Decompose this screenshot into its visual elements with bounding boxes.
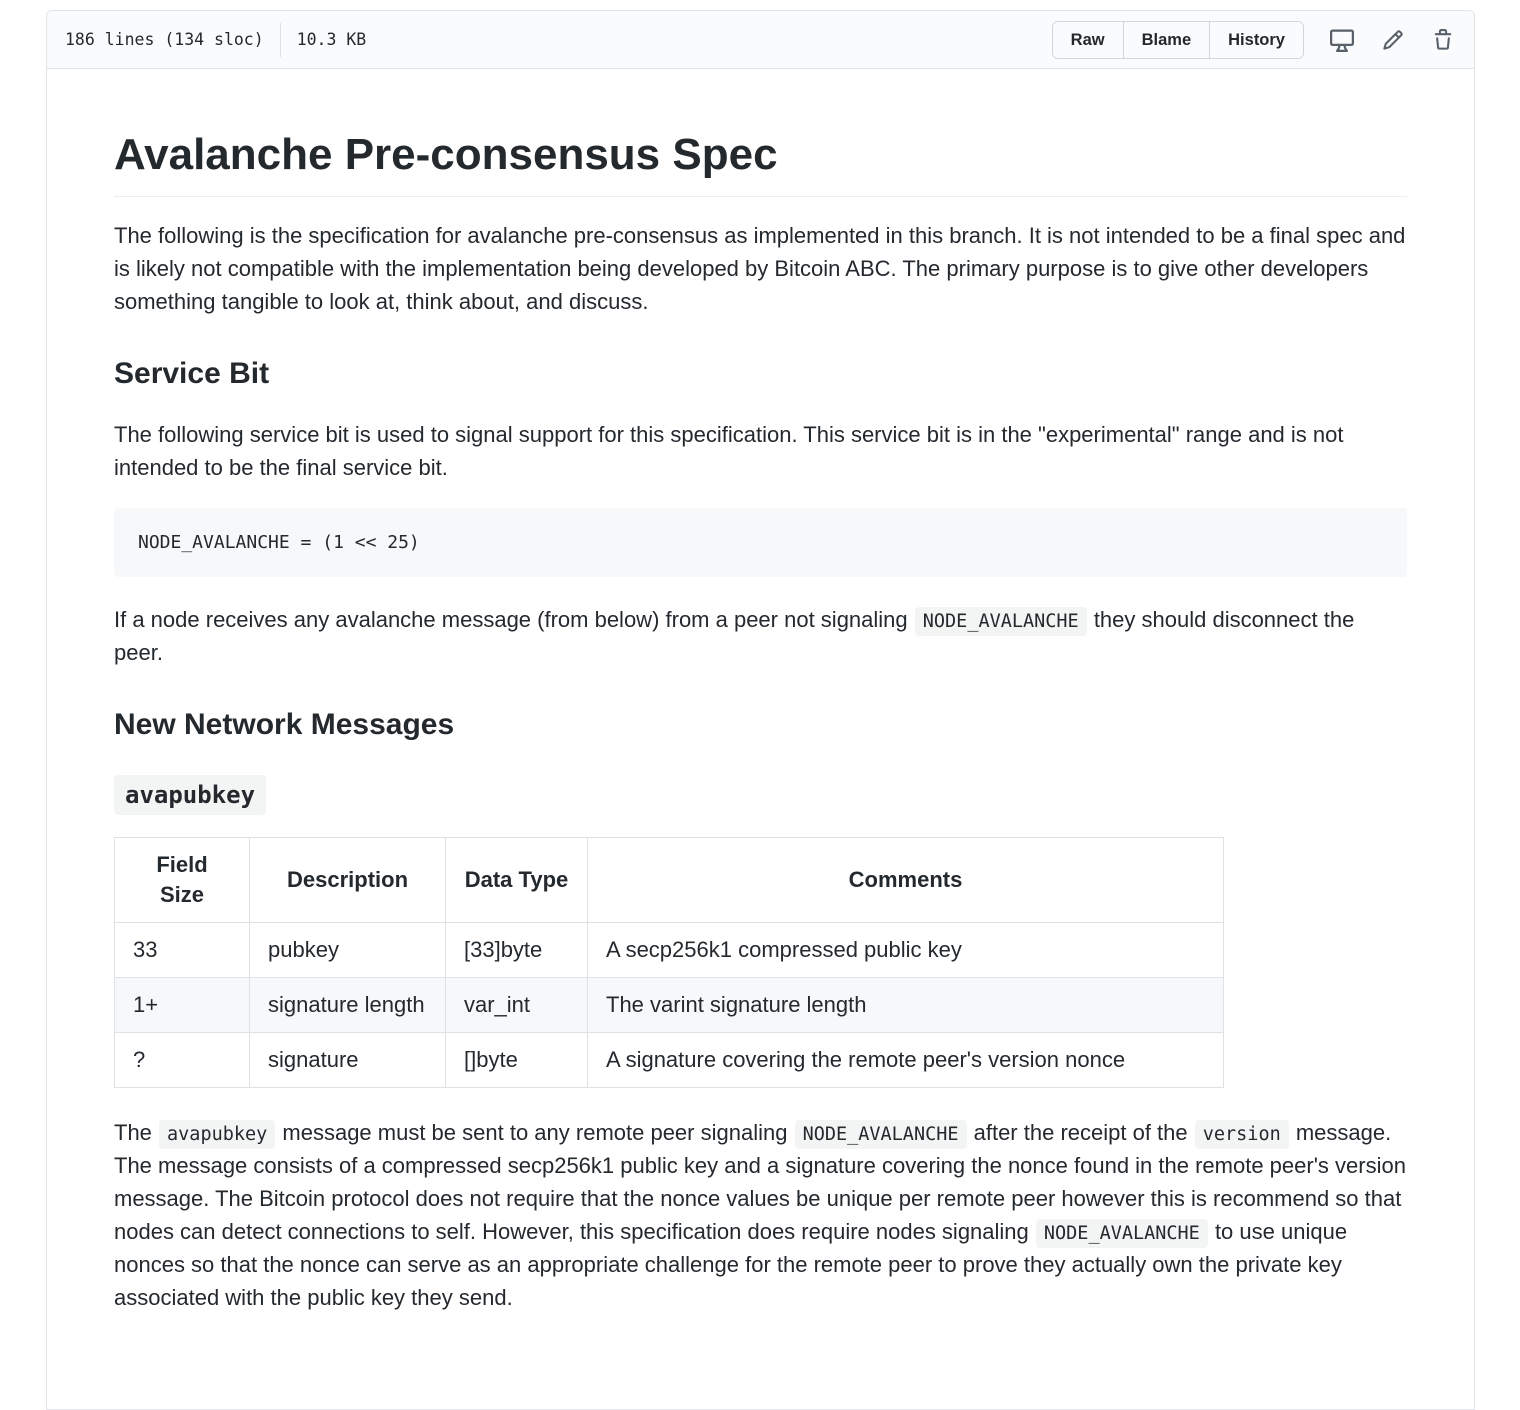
message-name-heading — [114, 777, 1407, 813]
delete-button[interactable] — [1430, 27, 1456, 53]
raw-button[interactable]: Raw — [1053, 22, 1124, 58]
avapubkey-description: The avapubkey message must be sent to any remote peer signaling NODE_AVALANCHE after the receipt of the version message. The message consists of a compressed secp256k1 public key and a signature covering the nonce found in the remote peer's version message. The Bitcoin protocol does not require that the nonce values be unique per remote peer however this is recommend so that nodes can detect connections to self. However, this specification does require nodes signaling NODE_AVALANCHE to use unique nonces so that the nonce can serve as an appropriate challenge for the remote peer to prove they actually own the private key associated with the public key they send. — [114, 1120, 1406, 1310]
inline-code: version — [1195, 1120, 1289, 1149]
blame-button[interactable]: Blame — [1124, 22, 1211, 58]
table-header-cell: Data Type — [446, 838, 588, 923]
new-network-messages-heading: New Network Messages — [114, 708, 455, 741]
file-info — [65, 23, 366, 57]
history-button[interactable]: History — [1210, 22, 1303, 58]
table-cell: signature length — [250, 978, 446, 1033]
avapubkey-table — [114, 837, 1224, 1088]
table-row — [115, 1033, 1224, 1088]
table-cell: A secp256k1 compressed public key — [588, 923, 1224, 978]
display-button[interactable] — [1328, 26, 1356, 54]
pencil-icon — [1382, 29, 1404, 51]
lines-count: 186 lines (134 sloc) — [65, 30, 264, 49]
service-bit-heading: Service Bit — [114, 357, 270, 390]
table-cell: ? — [115, 1033, 250, 1088]
code-block: NODE_AVALANCHE = (1 << 25) — [114, 508, 1407, 577]
trash-icon — [1432, 29, 1454, 51]
table-cell: var_int — [446, 978, 588, 1033]
table-cell: pubkey — [250, 923, 446, 978]
intro-paragraph: The following is the specification for avalanche pre-consensus as implemented in this branch. It is not intended to be a final spec and is likely not compatible with the implementation being developed by Bitcoin ABC. The primary purpose is to give other developers something tangible to look at, think about, and discuss. — [114, 223, 1406, 314]
divider — [280, 23, 281, 57]
table-header-cell: Description — [250, 838, 446, 923]
inline-code: avapubkey — [159, 1120, 275, 1149]
inline-code: NODE_AVALANCHE — [915, 607, 1087, 636]
table-header-cell: Field Size — [115, 838, 250, 923]
table-cell: The varint signature length — [588, 978, 1224, 1033]
file-actions — [1052, 21, 1456, 59]
rendered-markdown — [47, 69, 1474, 1398]
table-row — [115, 978, 1224, 1033]
table-cell: 33 — [115, 923, 250, 978]
table-cell: [33]byte — [446, 923, 588, 978]
table-row — [115, 923, 1224, 978]
service-bit-note: If a node receives any avalanche message (from below) from a peer not signaling NODE_AVALANCHE they should disconnect the peer. — [114, 607, 1355, 665]
page-title: Avalanche Pre-consensus Spec — [114, 127, 1407, 197]
inline-code: NODE_AVALANCHE — [795, 1120, 967, 1149]
table-body — [115, 923, 1224, 1088]
table-cell: []byte — [446, 1033, 588, 1088]
table-cell: 1+ — [115, 978, 250, 1033]
file-size: 10.3 KB — [296, 30, 367, 49]
inline-code: NODE_AVALANCHE — [1036, 1219, 1208, 1248]
table-header-cell: Comments — [588, 838, 1224, 923]
table-header-row — [115, 838, 1224, 923]
file-view-box — [46, 10, 1475, 1410]
table-cell: signature — [250, 1033, 446, 1088]
avapubkey-code-chip: avapubkey — [114, 775, 266, 815]
display-icon — [1330, 28, 1354, 52]
file-view-button-group — [1052, 21, 1304, 59]
edit-button[interactable] — [1380, 27, 1406, 53]
service-bit-paragraph: The following service bit is used to signal support for this specification. This service bit is in the "experimental" range and is not intended to be the final service bit. — [114, 422, 1344, 480]
file-header-bar — [47, 11, 1474, 69]
table-cell: A signature covering the remote peer's version nonce — [588, 1033, 1224, 1088]
